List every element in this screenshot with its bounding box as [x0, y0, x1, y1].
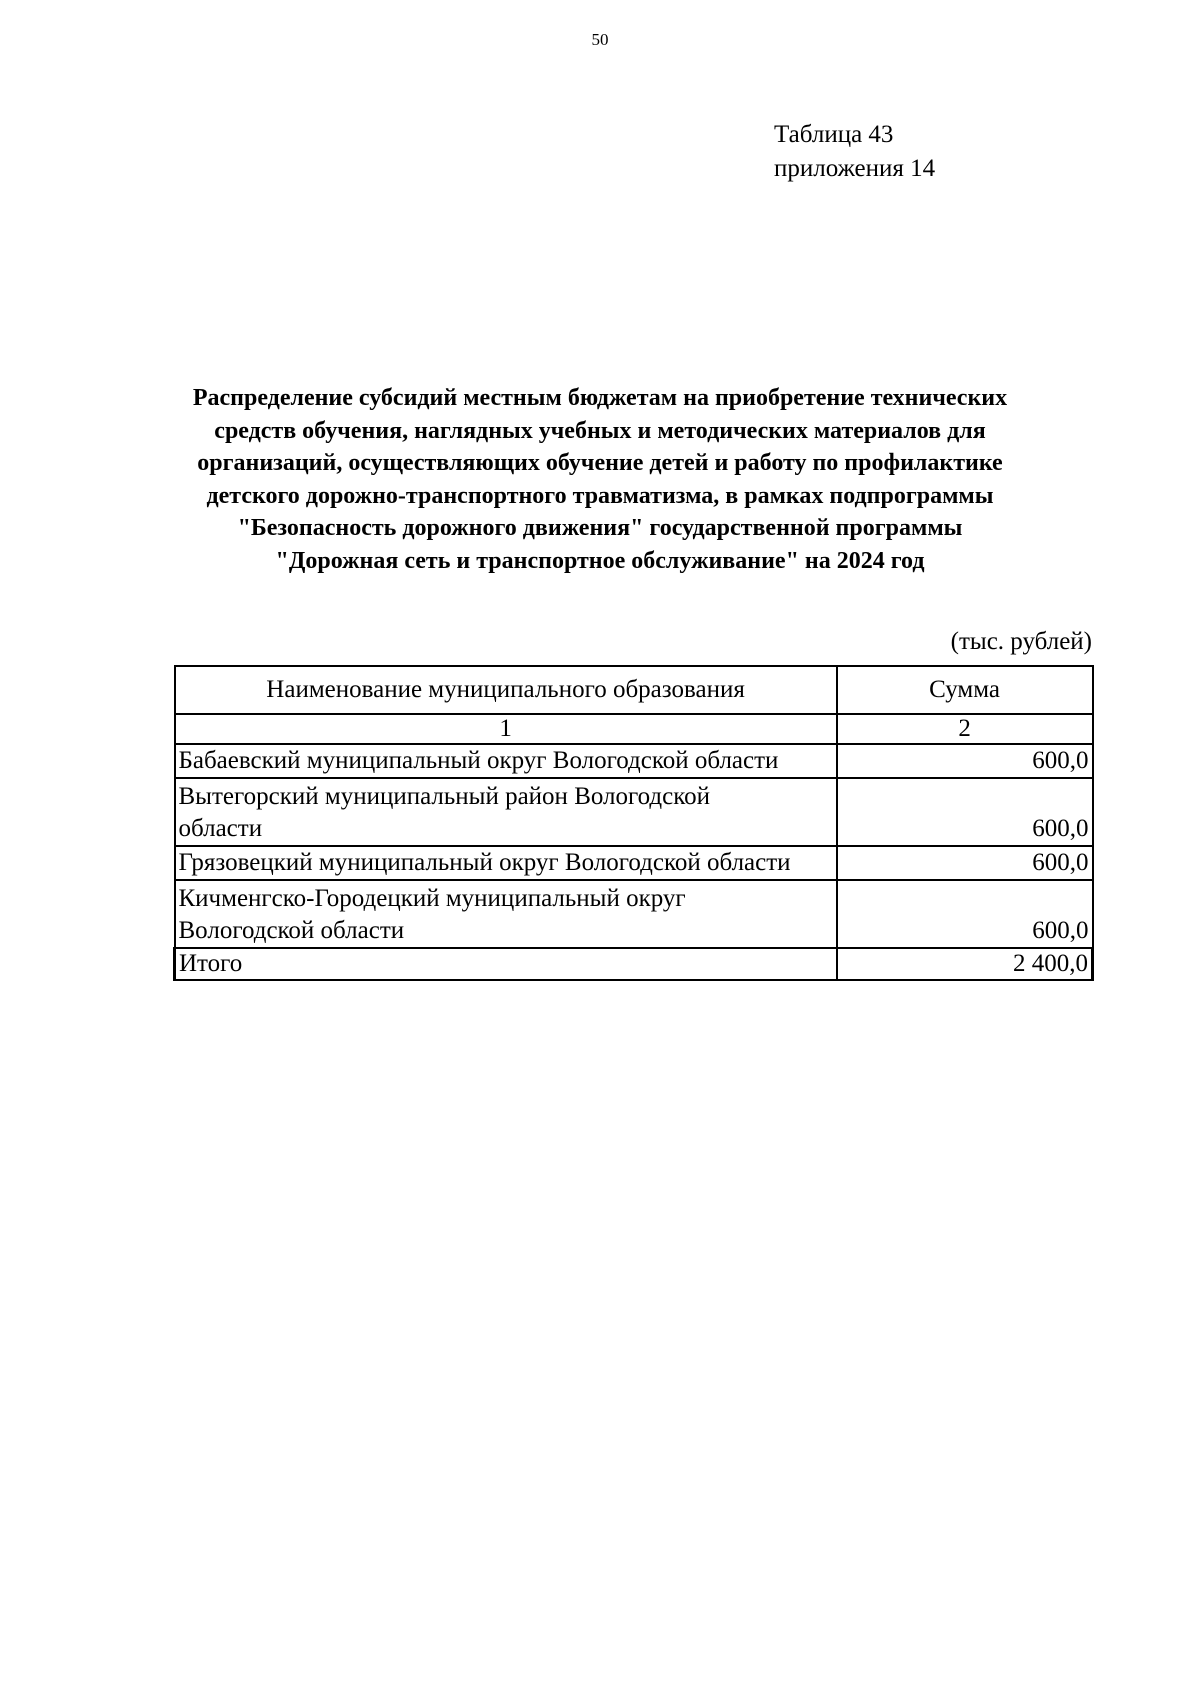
title-line: средств обучения, наглядных учебных и методических материалов для — [214, 417, 986, 444]
title-line: детского дорожно-транспортного травматизма, в рамках подпрограммы — [206, 482, 994, 509]
total-label: Итого — [175, 948, 837, 980]
municipality-name: Бабаевский муниципальный округ Вологодской области — [175, 744, 837, 778]
table-reference — [774, 118, 935, 186]
table-row — [175, 744, 1093, 778]
header-amount: Сумма — [837, 666, 1093, 714]
municipality-name: Вытегорский муниципальный район Вологодской области — [175, 778, 837, 846]
table-row — [175, 880, 1093, 948]
header-name: Наименование муниципального образования — [175, 666, 837, 714]
title-line: организаций, осуществляющих обучение детей и работу по профилактике — [197, 450, 1003, 476]
amount-cell: 600,0 — [837, 744, 1093, 778]
total-amount: 2 400,0 — [837, 948, 1093, 980]
subsidy-table — [173, 665, 1094, 981]
amount-cell: 600,0 — [837, 846, 1093, 880]
table-row — [175, 846, 1093, 880]
column-number-row — [175, 714, 1093, 744]
table-row — [175, 778, 1093, 846]
appendix-number: приложения 14 — [774, 155, 936, 182]
total-row — [175, 948, 1093, 980]
table-number: Таблица 43 — [774, 121, 894, 148]
amount-cell: 600,0 — [837, 880, 1093, 948]
column-number: 2 — [837, 714, 1093, 744]
table-header-row — [175, 666, 1093, 714]
column-number: 1 — [175, 714, 837, 744]
municipality-name: Кичменгско-Городецкий муниципальный округ Вологодской области — [175, 880, 837, 948]
page-number: 50 — [591, 30, 609, 49]
title-line: Распределение субсидий местным бюджетам на приобретение технических — [192, 385, 1008, 411]
title-line: "Безопасность дорожного движения" государственной программы — [237, 515, 963, 541]
municipality-name: Грязовецкий муниципальный округ Вологодской области — [175, 846, 837, 880]
units-label: (тыс. рублей) — [950, 628, 1092, 655]
title-line: "Дорожная сеть и транспортное обслуживание" на 2024 год — [275, 547, 925, 574]
document-title — [150, 382, 1050, 577]
amount-cell: 600,0 — [837, 778, 1093, 846]
